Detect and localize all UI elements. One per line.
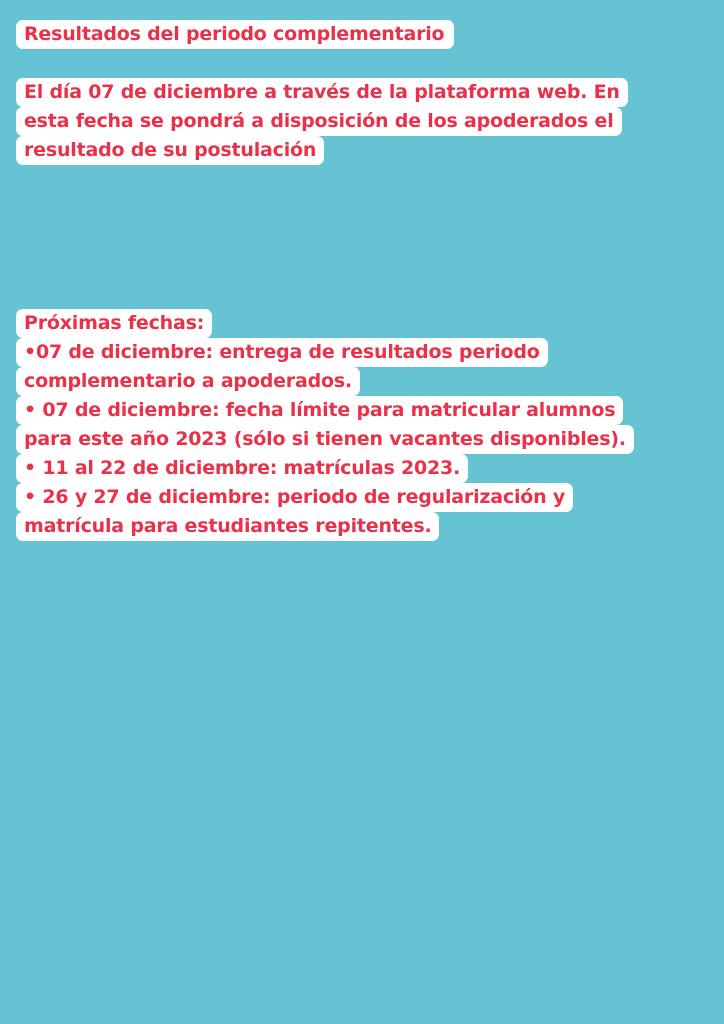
date-item-line: • 11 al 22 de diciembre: matrículas 2023. (16, 454, 468, 483)
date-item-line: • 07 de diciembre: fecha límite para matricular alumnos (16, 396, 623, 425)
date-item-line: para este año 2023 (sólo si tienen vacantes disponibles). (16, 425, 634, 454)
upcoming-dates-section (16, 309, 634, 541)
date-item-line: • 26 y 27 de diciembre: periodo de regularización y (16, 483, 573, 512)
spacer (16, 49, 628, 78)
date-item-line: complementario a apoderados. (16, 367, 360, 396)
date-item-line: •07 de diciembre: entrega de resultados periodo (16, 338, 548, 367)
results-section (16, 20, 628, 165)
upcoming-dates-heading: Próximas fechas: (16, 309, 212, 338)
date-item-line: matrícula para estudiantes repitentes. (16, 512, 439, 541)
results-text-line: resultado de su postulación (16, 136, 324, 165)
results-text-line: El día 07 de diciembre a través de la plataforma web. En (16, 78, 628, 107)
results-title: Resultados del periodo complementario (16, 20, 454, 49)
results-text-line: esta fecha se pondrá a disposición de los apoderados el (16, 107, 622, 136)
